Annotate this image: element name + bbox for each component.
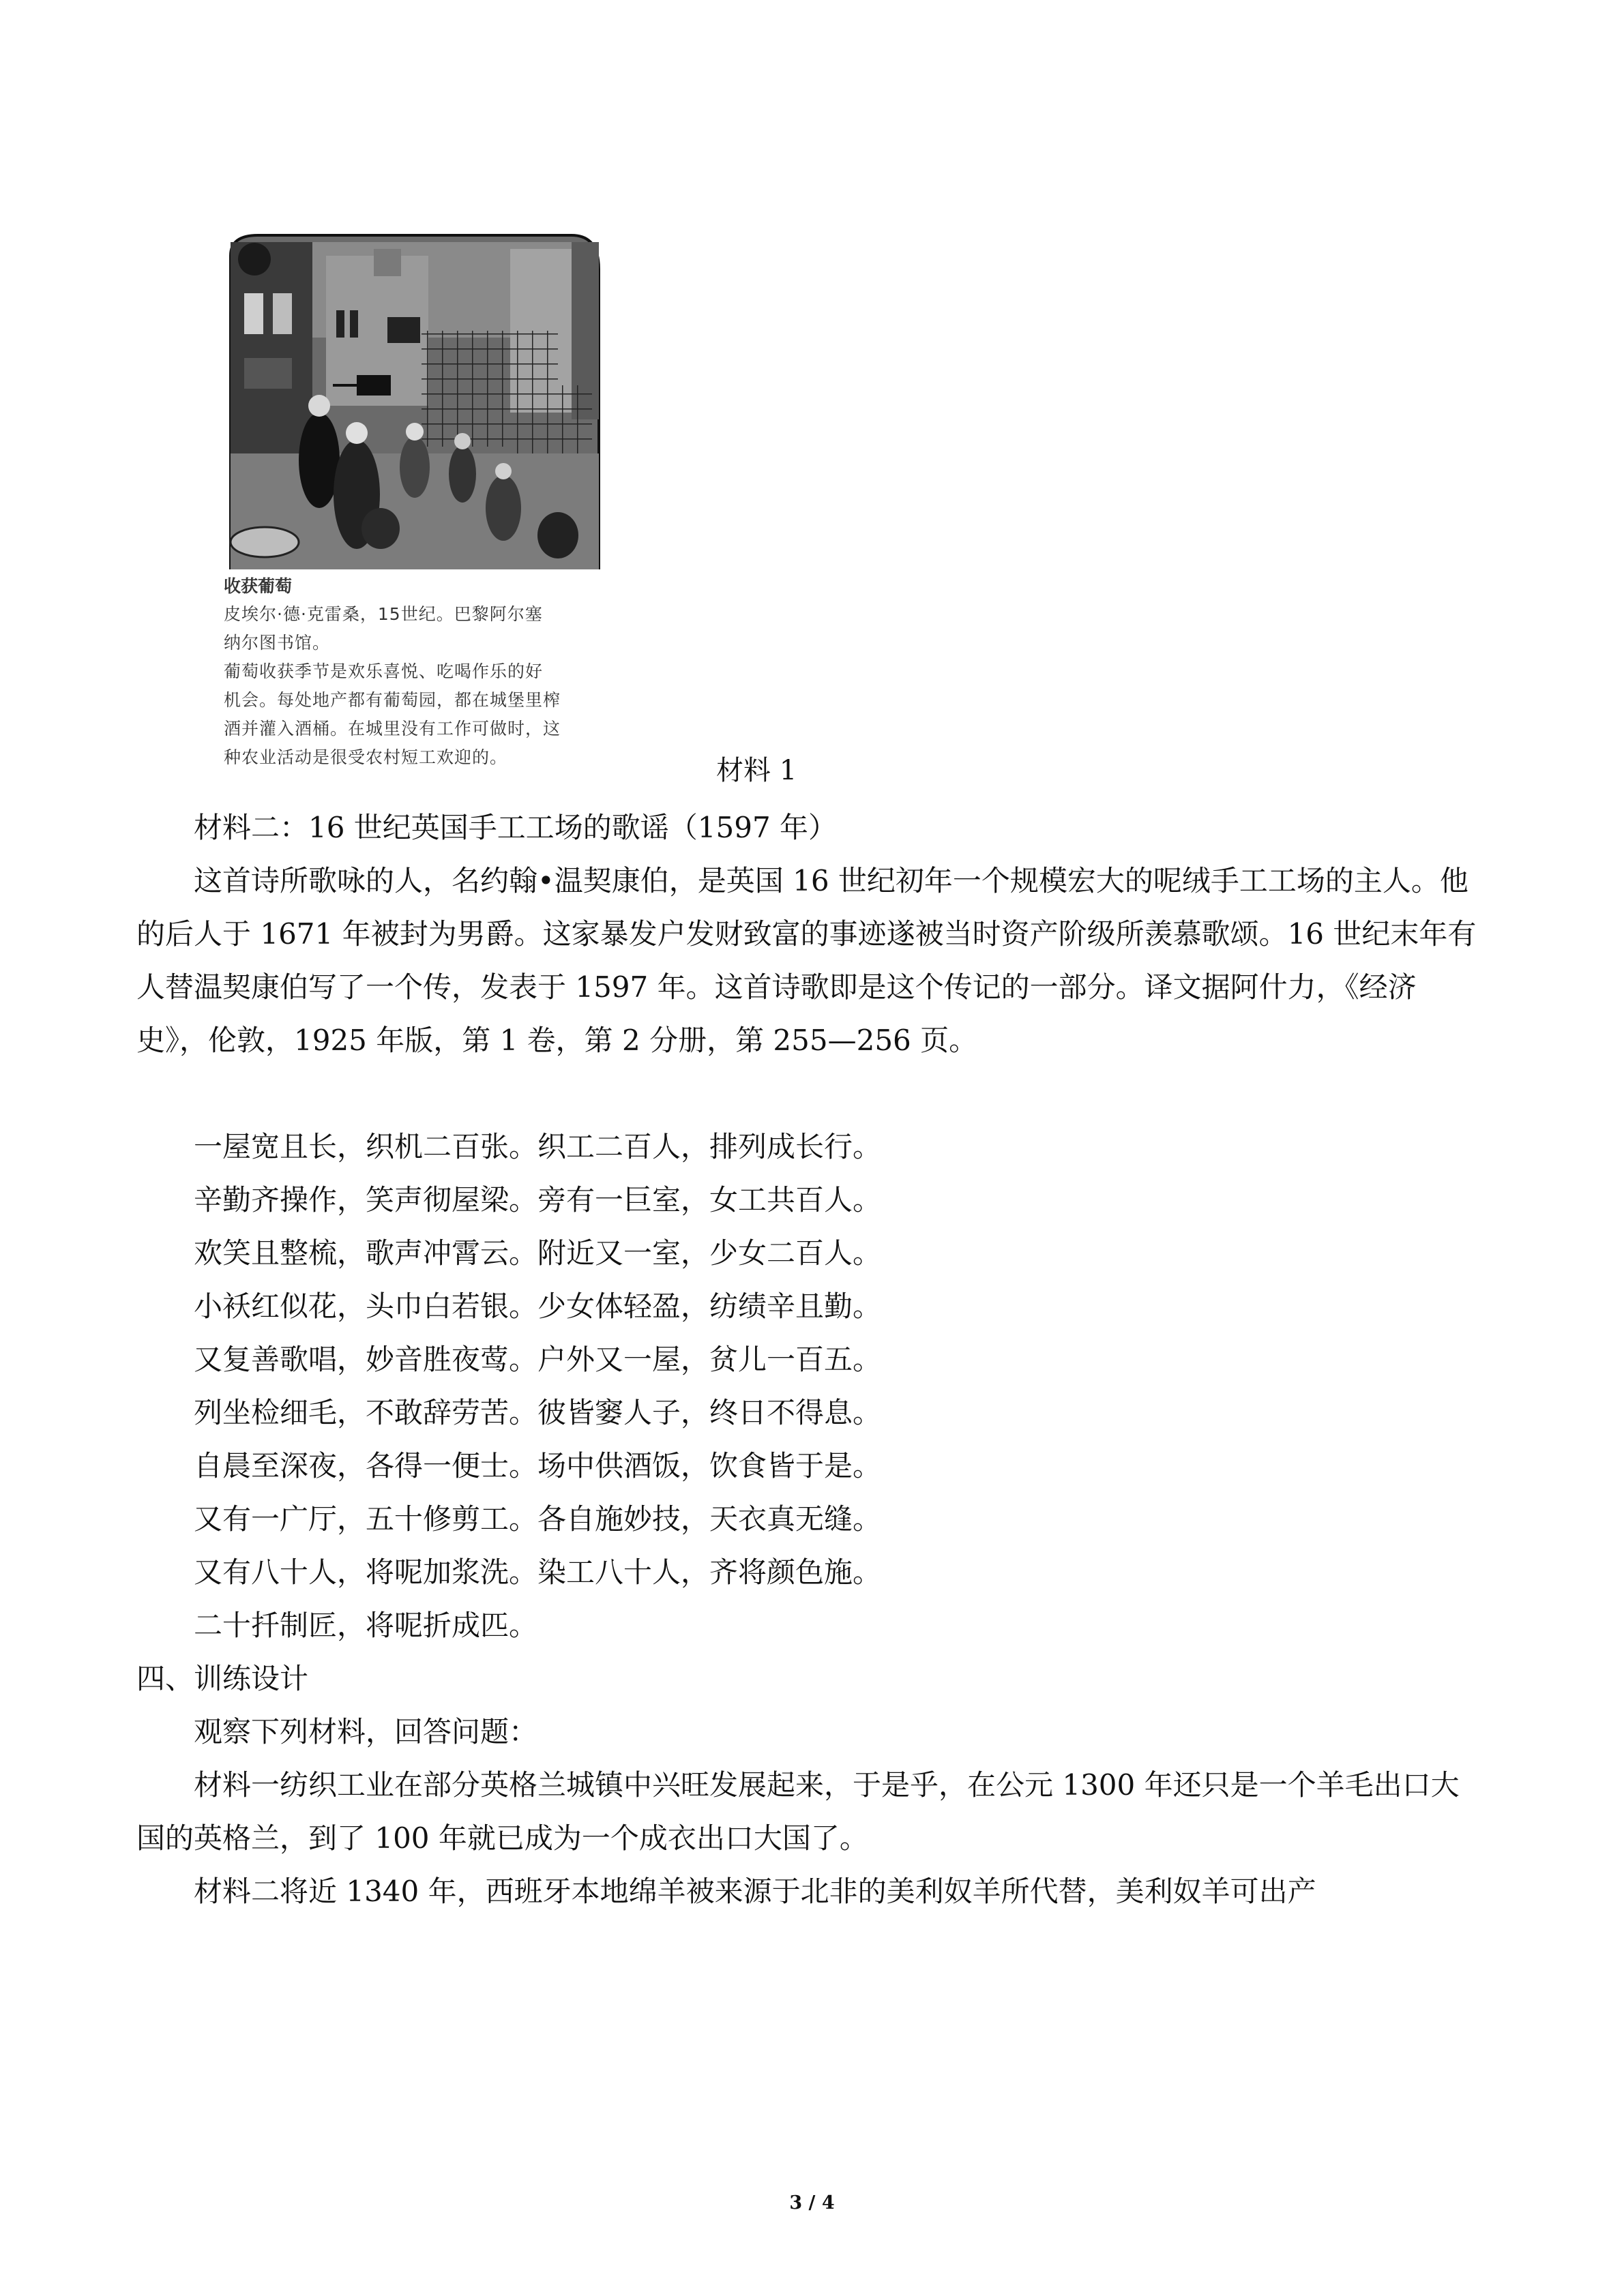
poem-line: 欢笑且整梳，歌声冲霄云。附近又一室，少女二百人。	[194, 1236, 882, 1270]
poem-line: 小袄红似花，头巾白若银。少女体轻盈，纺绩辛且勤。	[194, 1289, 882, 1323]
grape-harvest-figure	[217, 228, 612, 781]
poem-line: 自晨至深夜，各得一便士。场中供酒饭，饮食皆于是。	[194, 1449, 882, 1482]
figure-caption-line: 机会。每处地产都有葡萄园，都在城堡里榨	[224, 690, 561, 710]
poem-line: 二十扦制匠，将呢折成匹。	[194, 1609, 538, 1642]
figure-caption-line: 葡萄收获季节是欢乐喜悦、吃喝作乐的好	[224, 661, 544, 681]
material2-heading: 材料二：16 世纪英国手工工场的歌谣（1597 年）	[194, 811, 838, 844]
figure-label: 材料 1	[716, 755, 797, 786]
figure-caption	[224, 573, 612, 772]
page-number: 3 / 4	[789, 2192, 835, 2213]
material2-intro: 这首诗所歌咏的人，名约翰•温契康伯，是英国 16 世纪初年一个规模宏大的呢绒手工工场的主人。他的后人于 1671 年被封为男爵。这家暴发户发财致富的事迹遂被当时资产阶级所羡慕歌颂。16 世纪末年有人替温契康伯写了一个传，发表于 1597 年。这首诗歌即是这个传记的一部分。译文据阿什力，《经济史》，伦敦，1925 年版，第 1 卷，第 2 分册，第 255—256 页。	[136, 864, 1477, 1057]
figure-caption-line: 酒并灌入酒桶。在城里没有工作可做时，这	[224, 719, 561, 739]
poem-line: 辛勤齐操作，笑声彻屋梁。旁有一巨室，女工共百人。	[194, 1183, 882, 1217]
figure-caption-title: 收获葡萄	[224, 576, 293, 596]
section4-instruction: 观察下列材料，回答问题：	[194, 1715, 538, 1748]
poem-line: 一屋宽且长，织机二百张。织工二百人，排列成长行。	[194, 1130, 882, 1163]
poem-line: 又有一广厅，五十修剪工。各自施妙技，天衣真无缝。	[194, 1502, 882, 1536]
poem-line: 又复善歌唱，妙音胜夜莺。户外又一屋，贫儿一百五。	[194, 1343, 882, 1376]
section4-material1: 材料一纺织工业在部分英格兰城镇中兴旺发展起来，于是乎，在公元 1300 年还只是一个羊毛出口大国的英格兰，到了 100 年就已成为一个成衣出口大国了。	[136, 1768, 1460, 1855]
section4-material2: 材料二将近 1340 年，西班牙本地绵羊被来源于北非的美利奴羊所代替，美利奴羊可出产	[194, 1875, 1316, 1908]
figure-caption-line: 种农业活动是很受农村短工欢迎的。	[224, 747, 508, 767]
section4-heading: 四、训练设计	[136, 1662, 309, 1695]
figure-caption-line: 皮埃尔·德·克雷桑，15世纪。巴黎阿尔塞	[224, 604, 543, 624]
figure-caption-line: 纳尔图书馆。	[224, 633, 331, 653]
grape-harvest-illustration	[217, 228, 612, 569]
poem-line: 又有八十人，将呢加浆洗。染工八十人，齐将颜色施。	[194, 1555, 882, 1589]
poem-line: 列坐检细毛，不敢辞劳苦。彼皆窭人子，终日不得息。	[194, 1396, 882, 1429]
